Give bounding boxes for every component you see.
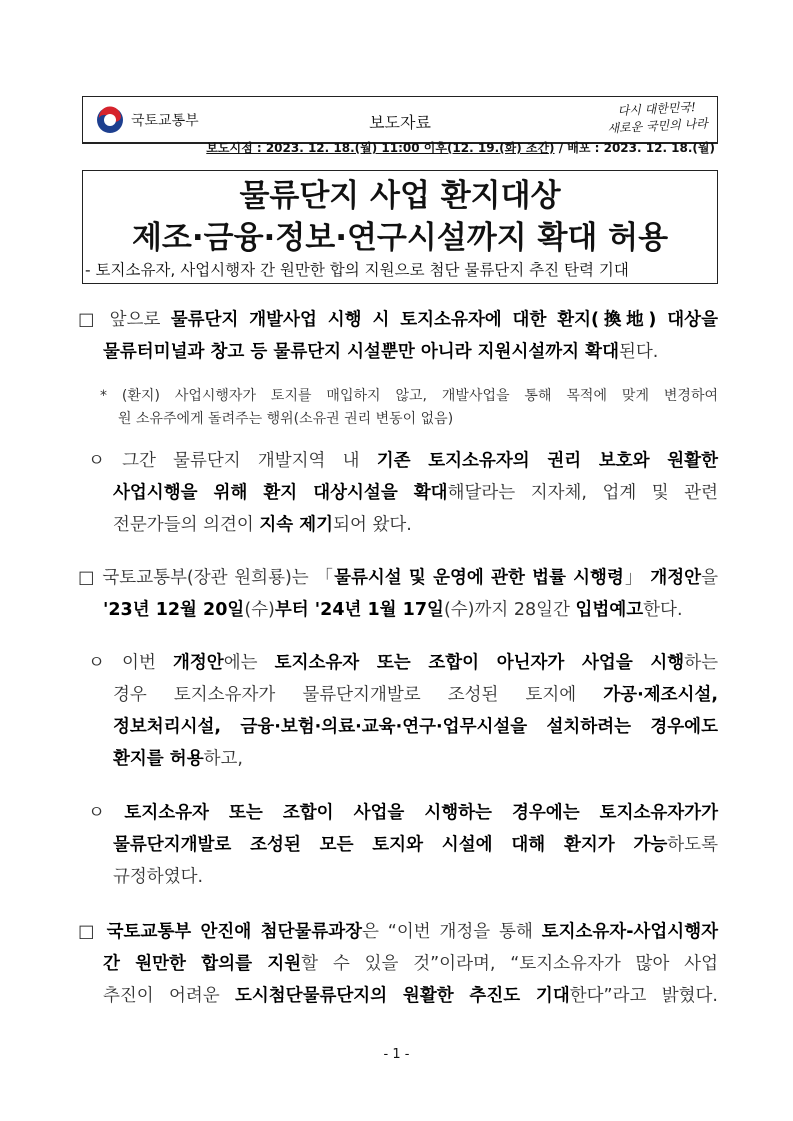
body-text-segment: 한다. bbox=[643, 600, 683, 620]
body-line bbox=[88, 651, 718, 675]
emphasis-text: 지속 제기 bbox=[259, 515, 334, 535]
emphasis-text: 환지를 허용 bbox=[113, 749, 204, 769]
emphasis-text: 사업시행을 위해 환지 대상시설을 확대 bbox=[113, 483, 448, 503]
embargo-time: 보도시점 : 2023. 12. 18.(월) 11:00 이후(12. 19.(화) 조간) bbox=[206, 141, 555, 155]
body-text-segment: □ bbox=[78, 922, 107, 942]
body-text-segment: 하는 bbox=[684, 653, 719, 673]
body-line bbox=[88, 801, 718, 825]
emphasis-text: 물류단지 개발사업 시행 시 토지소유자에 대한 환지(換地) 대상을 bbox=[170, 310, 718, 330]
body-line bbox=[103, 340, 658, 364]
body-text-segment: 하도록 bbox=[667, 835, 718, 855]
emphasis-text: 부터 '24년 1월 17일 bbox=[274, 600, 444, 620]
body-text-segment: * (환지) 사업시행자가 토지를 매입하지 않고, 개발사업을 통해 목적에 맞게 변경하여 bbox=[100, 388, 718, 404]
title-box bbox=[82, 170, 718, 284]
emphasis-text: 기존 토지소유자의 권리 보호와 원활한 bbox=[376, 451, 718, 471]
body-line bbox=[113, 683, 718, 707]
body-line bbox=[103, 984, 718, 1008]
body-line bbox=[113, 747, 243, 771]
body-text-segment: ㅇ 그간 물류단지 개발지역 내 bbox=[88, 451, 377, 471]
body-text-segment: 한다”라고 밝혔다. bbox=[569, 986, 718, 1006]
emphasis-text: 가공·제조시설, bbox=[603, 685, 718, 705]
body-text-segment: 해달라는 지자체, 업계 및 관련 bbox=[447, 483, 718, 503]
emphasis-text: 물류시설 및 운영에 관한 법률 시행령 bbox=[334, 568, 624, 588]
page-number: - 1 - bbox=[383, 1047, 410, 1062]
body-line bbox=[113, 481, 718, 505]
body-text-segment: ㅇ 이번 bbox=[88, 653, 173, 673]
body-text-segment: 할 수 있을 것”이라며, “토지소유자가 많아 사업 bbox=[301, 954, 718, 974]
body-line bbox=[103, 598, 683, 622]
body-text-segment: 되어 왔다. bbox=[333, 515, 412, 535]
emphasis-text: 간 원만한 합의를 지원 bbox=[103, 954, 302, 974]
slogan-line: 다시 대한민국! bbox=[616, 99, 696, 119]
body-text-segment: 전문가들의 의견이 bbox=[113, 515, 260, 535]
body-text-segment: 에는 bbox=[223, 653, 275, 673]
emphasis-text: 토지소유자 또는 조합이 아닌자가 사업을 시행 bbox=[274, 653, 685, 673]
emphasis-text: 도시첨단물류단지의 원활한 추진도 기대 bbox=[234, 986, 570, 1006]
body-line bbox=[113, 865, 203, 889]
ministry-name: 국토교통부 bbox=[131, 113, 199, 129]
emphasis-text: 개정안 bbox=[650, 568, 702, 588]
body-text-segment: (수)까지 28일간 bbox=[443, 600, 576, 620]
body-text-segment: 추진이 어려운 bbox=[103, 986, 235, 1006]
body-line bbox=[78, 920, 718, 944]
body-line bbox=[113, 513, 412, 537]
emphasis-text: 입법예고 bbox=[575, 600, 644, 620]
subtitle: - 토지소유자, 사업시행자 간 원만한 합의 지원으로 첨단 물류단지 추진 탄력 기대 bbox=[85, 261, 629, 279]
body-line bbox=[113, 715, 718, 739]
body-text-segment: 을 bbox=[701, 568, 718, 588]
body-text-segment: 된다. bbox=[619, 342, 659, 362]
body-line bbox=[78, 566, 718, 590]
body-line bbox=[88, 449, 718, 473]
body-text-segment: 규정하였다. bbox=[113, 867, 204, 887]
emphasis-text: 국토교통부 안진애 첨단물류과장 bbox=[106, 922, 363, 942]
body-text-segment: 은 “이번 개정을 통해 bbox=[362, 922, 542, 942]
press-header bbox=[82, 96, 718, 144]
body-text-segment: ㅇ bbox=[88, 803, 125, 823]
headline-line-2: 제조·금융·정보·연구시설까지 확대 허용 bbox=[131, 220, 669, 256]
headline-line-1: 물류단지 사업 환지대상 bbox=[239, 178, 561, 214]
body-text-segment: 하고, bbox=[203, 749, 243, 769]
emphasis-text: 물류단지개발로 조성된 모든 토지와 시설에 대해 환지가 가능 bbox=[113, 835, 668, 855]
body-text-segment: 」 bbox=[623, 568, 651, 588]
emphasis-text: '23년 12월 20일 bbox=[103, 600, 245, 620]
slogan-line: 새로운 국민의 나라 bbox=[606, 116, 708, 136]
slogan bbox=[606, 98, 708, 137]
body-line bbox=[103, 952, 718, 976]
emphasis-text: 토지소유자-사업시행자 bbox=[541, 922, 718, 942]
body-line bbox=[100, 384, 718, 408]
body-line bbox=[118, 407, 453, 431]
release-dateline bbox=[206, 139, 715, 156]
body-line bbox=[113, 833, 718, 857]
distribution-date: / 배포 : 2023. 12. 18.(월) bbox=[554, 141, 715, 155]
emphasis-text: 물류터미널과 창고 등 물류단지 시설뿐만 아니라 지원시설까지 확대 bbox=[103, 342, 619, 362]
body-text-segment: □ 앞으로 bbox=[78, 310, 171, 330]
doc-type: 보도자료 bbox=[369, 113, 431, 132]
body-text-segment: 경우 토지소유자가 물류단지개발로 조성된 토지에 bbox=[113, 685, 604, 705]
body-text-segment: □ 국토교통부(장관 원희룡)는 「 bbox=[78, 568, 335, 588]
body-line bbox=[78, 308, 718, 332]
body-text-segment: (수) bbox=[244, 600, 275, 620]
body-text-segment: 원 소유주에게 돌려주는 행위(소유권 권리 변동이 없음) bbox=[118, 411, 454, 427]
emphasis-text: 토지소유자 또는 조합이 사업을 시행하는 경우에는 토지소유자가가 bbox=[124, 803, 718, 823]
emphasis-text: 개정안 bbox=[173, 653, 224, 673]
emphasis-text: 정보처리시설, 금융·보험·의료·교육·연구·업무시설을 설치하려는 경우에도 bbox=[113, 717, 718, 737]
